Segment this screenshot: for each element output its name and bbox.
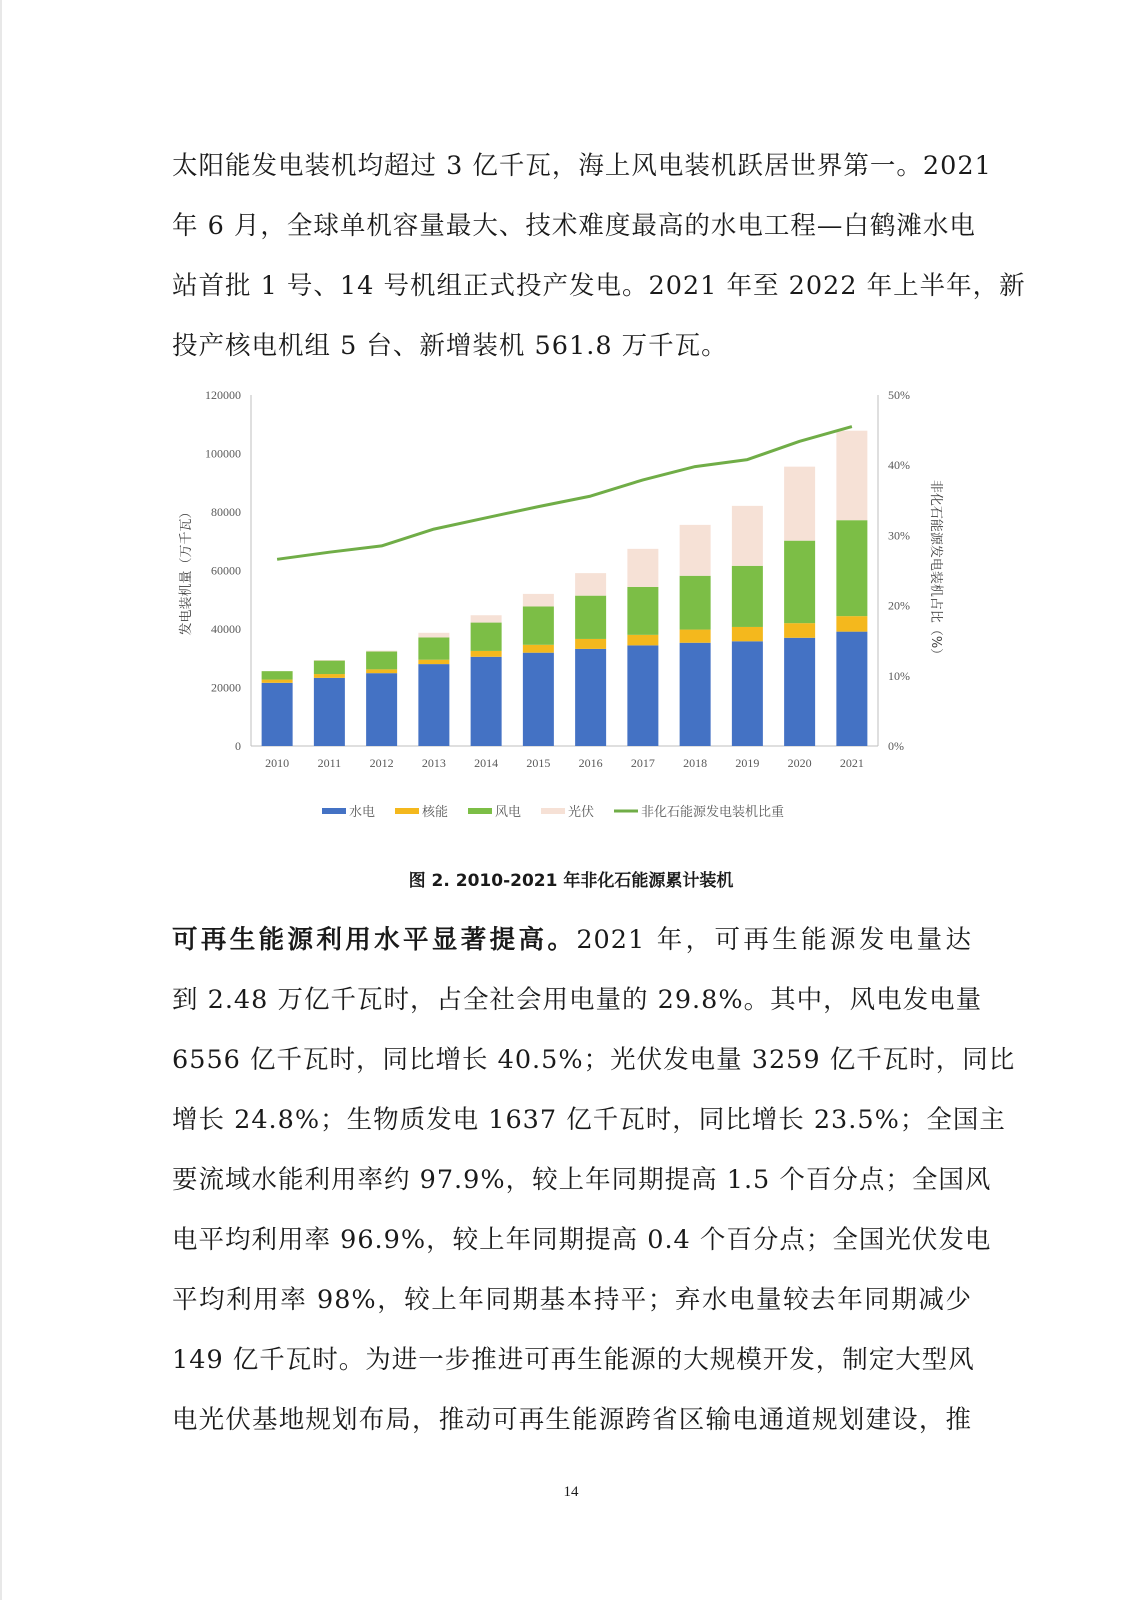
- y-tick-label: 60000: [211, 563, 241, 578]
- legend-label: 非化石能源发电装机比重: [641, 805, 785, 820]
- ratio-line-path: [277, 427, 852, 560]
- y2-tick-label: 50%: [888, 388, 910, 402]
- page-number: 14: [563, 1484, 579, 1500]
- text-line: 149 亿千瓦时。为进一步推进可再生能源的大规模开发，制定大型风: [172, 1345, 975, 1375]
- bar-segment: [836, 520, 867, 616]
- bar-segment: [366, 669, 397, 673]
- y2-tick-label: 30%: [888, 528, 910, 543]
- bar-segment: [262, 671, 293, 679]
- bar-segment: [471, 651, 502, 657]
- x-tick-label: 2018: [683, 756, 708, 770]
- capacity-chart: [170, 385, 943, 830]
- x-tick-label: 2012: [369, 756, 394, 770]
- bar-segment: [418, 664, 449, 746]
- bar-segment: [575, 649, 606, 746]
- y2-tick-label: 10%: [888, 668, 910, 683]
- legend-label: 风电: [495, 805, 522, 820]
- y-axis-title-text: 发电装机量（万千瓦）: [179, 505, 194, 636]
- bar-segment: [418, 633, 449, 638]
- bar-segment: [366, 652, 397, 670]
- text-line: 电平均利用率 96.9%，较上年同期提高 0.4 个百分点；全国光伏发电: [172, 1225, 992, 1255]
- text-line-lead: [172, 910, 972, 970]
- bar-segment: [523, 594, 554, 607]
- y2-axis-title-text: 非化石能源发电装机占比（%）: [928, 479, 943, 662]
- lead-rest: 2021 年，可再生能源发电量达: [576, 925, 972, 955]
- bar-segment: [680, 576, 711, 630]
- bar-segment: [523, 645, 554, 653]
- bar-segment: [262, 683, 293, 746]
- bar-segment: [680, 643, 711, 746]
- bar-segment: [836, 616, 867, 632]
- x-tick-label: 2016: [578, 756, 603, 770]
- bar-segment: [471, 657, 502, 746]
- x-tick-label: 2019: [735, 756, 760, 770]
- legend-swatch: [395, 808, 419, 814]
- bar-segment: [523, 653, 554, 746]
- x-tick-label: 2020: [787, 756, 812, 770]
- text-line: 6556 亿千瓦时，同比增长 40.5%；光伏发电量 3259 亿千瓦时，同比: [172, 1045, 1016, 1075]
- y2-tick-label: 0%: [888, 739, 904, 753]
- bar-segment: [523, 606, 554, 644]
- bar-segment: [784, 638, 815, 746]
- bar-segment: [836, 431, 867, 521]
- bar-segment: [836, 632, 867, 746]
- text-line: 年 6 月，全球单机容量最大、技术难度最高的水电工程—白鹤滩水电: [172, 211, 976, 241]
- paragraph-2: [172, 910, 1016, 1450]
- y-tick-label: 40000: [211, 622, 241, 636]
- y-axis-title: [178, 505, 194, 635]
- bar-segment: [418, 637, 449, 659]
- bar-segment: [366, 651, 397, 652]
- figure-caption: 图 2. 2010-2021 年非化石能源累计装机: [408, 871, 734, 891]
- bar-segment: [732, 627, 763, 641]
- bar-segment: [680, 630, 711, 643]
- bar-segment: [314, 660, 345, 661]
- x-tick-label: 2017: [630, 756, 655, 770]
- bar-segment: [575, 573, 606, 596]
- y-tick-label: 0: [235, 739, 241, 753]
- bar-segment: [627, 587, 658, 635]
- text-line: 平均利用率 98%，较上年同期基本持平；弃水电量较去年同期减少: [172, 1285, 972, 1315]
- text-line: 站首批 1 号、14 号机组正式投产发电。2021 年至 2022 年上半年，新: [172, 271, 1026, 301]
- y-tick-label: 100000: [205, 446, 241, 461]
- bar-segment: [627, 635, 658, 646]
- bar-segment: [680, 525, 711, 576]
- x-tick-label: 2010: [265, 756, 290, 770]
- y2-tick-label: 20%: [888, 598, 910, 613]
- bar-segment: [784, 541, 815, 623]
- ratio-line: [277, 427, 852, 560]
- x-tick-label: 2014: [474, 756, 499, 770]
- legend-label: 核能: [422, 805, 449, 820]
- bar-segment: [366, 673, 397, 746]
- text-line: 到 2.48 万亿千瓦时，占全社会用电量的 29.8%。其中，风电发电量: [172, 985, 983, 1015]
- bar-segment: [314, 674, 345, 678]
- legend-swatch: [322, 808, 346, 814]
- bar-segment: [732, 641, 763, 746]
- text-line: 要流域水能利用率约 97.9%，较上年同期提高 1.5 个百分点；全国风: [172, 1165, 992, 1195]
- bar-segment: [627, 549, 658, 587]
- bar-group: [262, 431, 868, 746]
- bar-segment: [732, 506, 763, 566]
- bar-segment: [262, 680, 293, 683]
- bar-segment: [732, 566, 763, 627]
- bar-segment: [575, 639, 606, 649]
- text-line: 投产核电机组 5 台、新增装机 561.8 万千瓦。: [172, 331, 728, 361]
- y2-tick-label: 40%: [888, 458, 910, 473]
- x-tick-label: 2021: [839, 756, 864, 770]
- bold-lead: 可再生能源利用水平显著提高。: [172, 925, 577, 955]
- y-tick-label: 120000: [205, 388, 241, 402]
- legend-label: 光伏: [568, 805, 595, 820]
- bar-segment: [471, 615, 502, 622]
- bar-segment: [314, 678, 345, 746]
- bar-segment: [575, 596, 606, 639]
- x-tick-label: 2013: [421, 756, 446, 770]
- y2-axis-title: [928, 480, 944, 661]
- bar-segment: [471, 623, 502, 651]
- x-tick-label: 2011: [317, 756, 342, 770]
- legend-swatch: [468, 808, 492, 814]
- bar-segment: [627, 645, 658, 746]
- bar-segment: [418, 660, 449, 664]
- legend-swatch: [541, 808, 565, 814]
- paragraph-1: [172, 136, 1026, 376]
- legend-label: 水电: [349, 805, 376, 820]
- y-tick-label: 20000: [211, 680, 241, 695]
- bar-segment: [784, 467, 815, 541]
- text-line: 太阳能发电装机均超过 3 亿千瓦，海上风电装机跃居世界第一。2021: [172, 151, 992, 181]
- chart-legend: [322, 804, 784, 820]
- text-line: 电光伏基地规划布局，推动可再生能源跨省区输电通道规划建设，推: [172, 1405, 972, 1435]
- x-tick-label: 2015: [526, 756, 551, 770]
- y-tick-label: 80000: [211, 505, 241, 519]
- bar-segment: [784, 623, 815, 638]
- bar-segment: [314, 661, 345, 674]
- text-line: 增长 24.8%；生物质发电 1637 亿千瓦时，同比增长 23.5%；全国主: [172, 1105, 1006, 1135]
